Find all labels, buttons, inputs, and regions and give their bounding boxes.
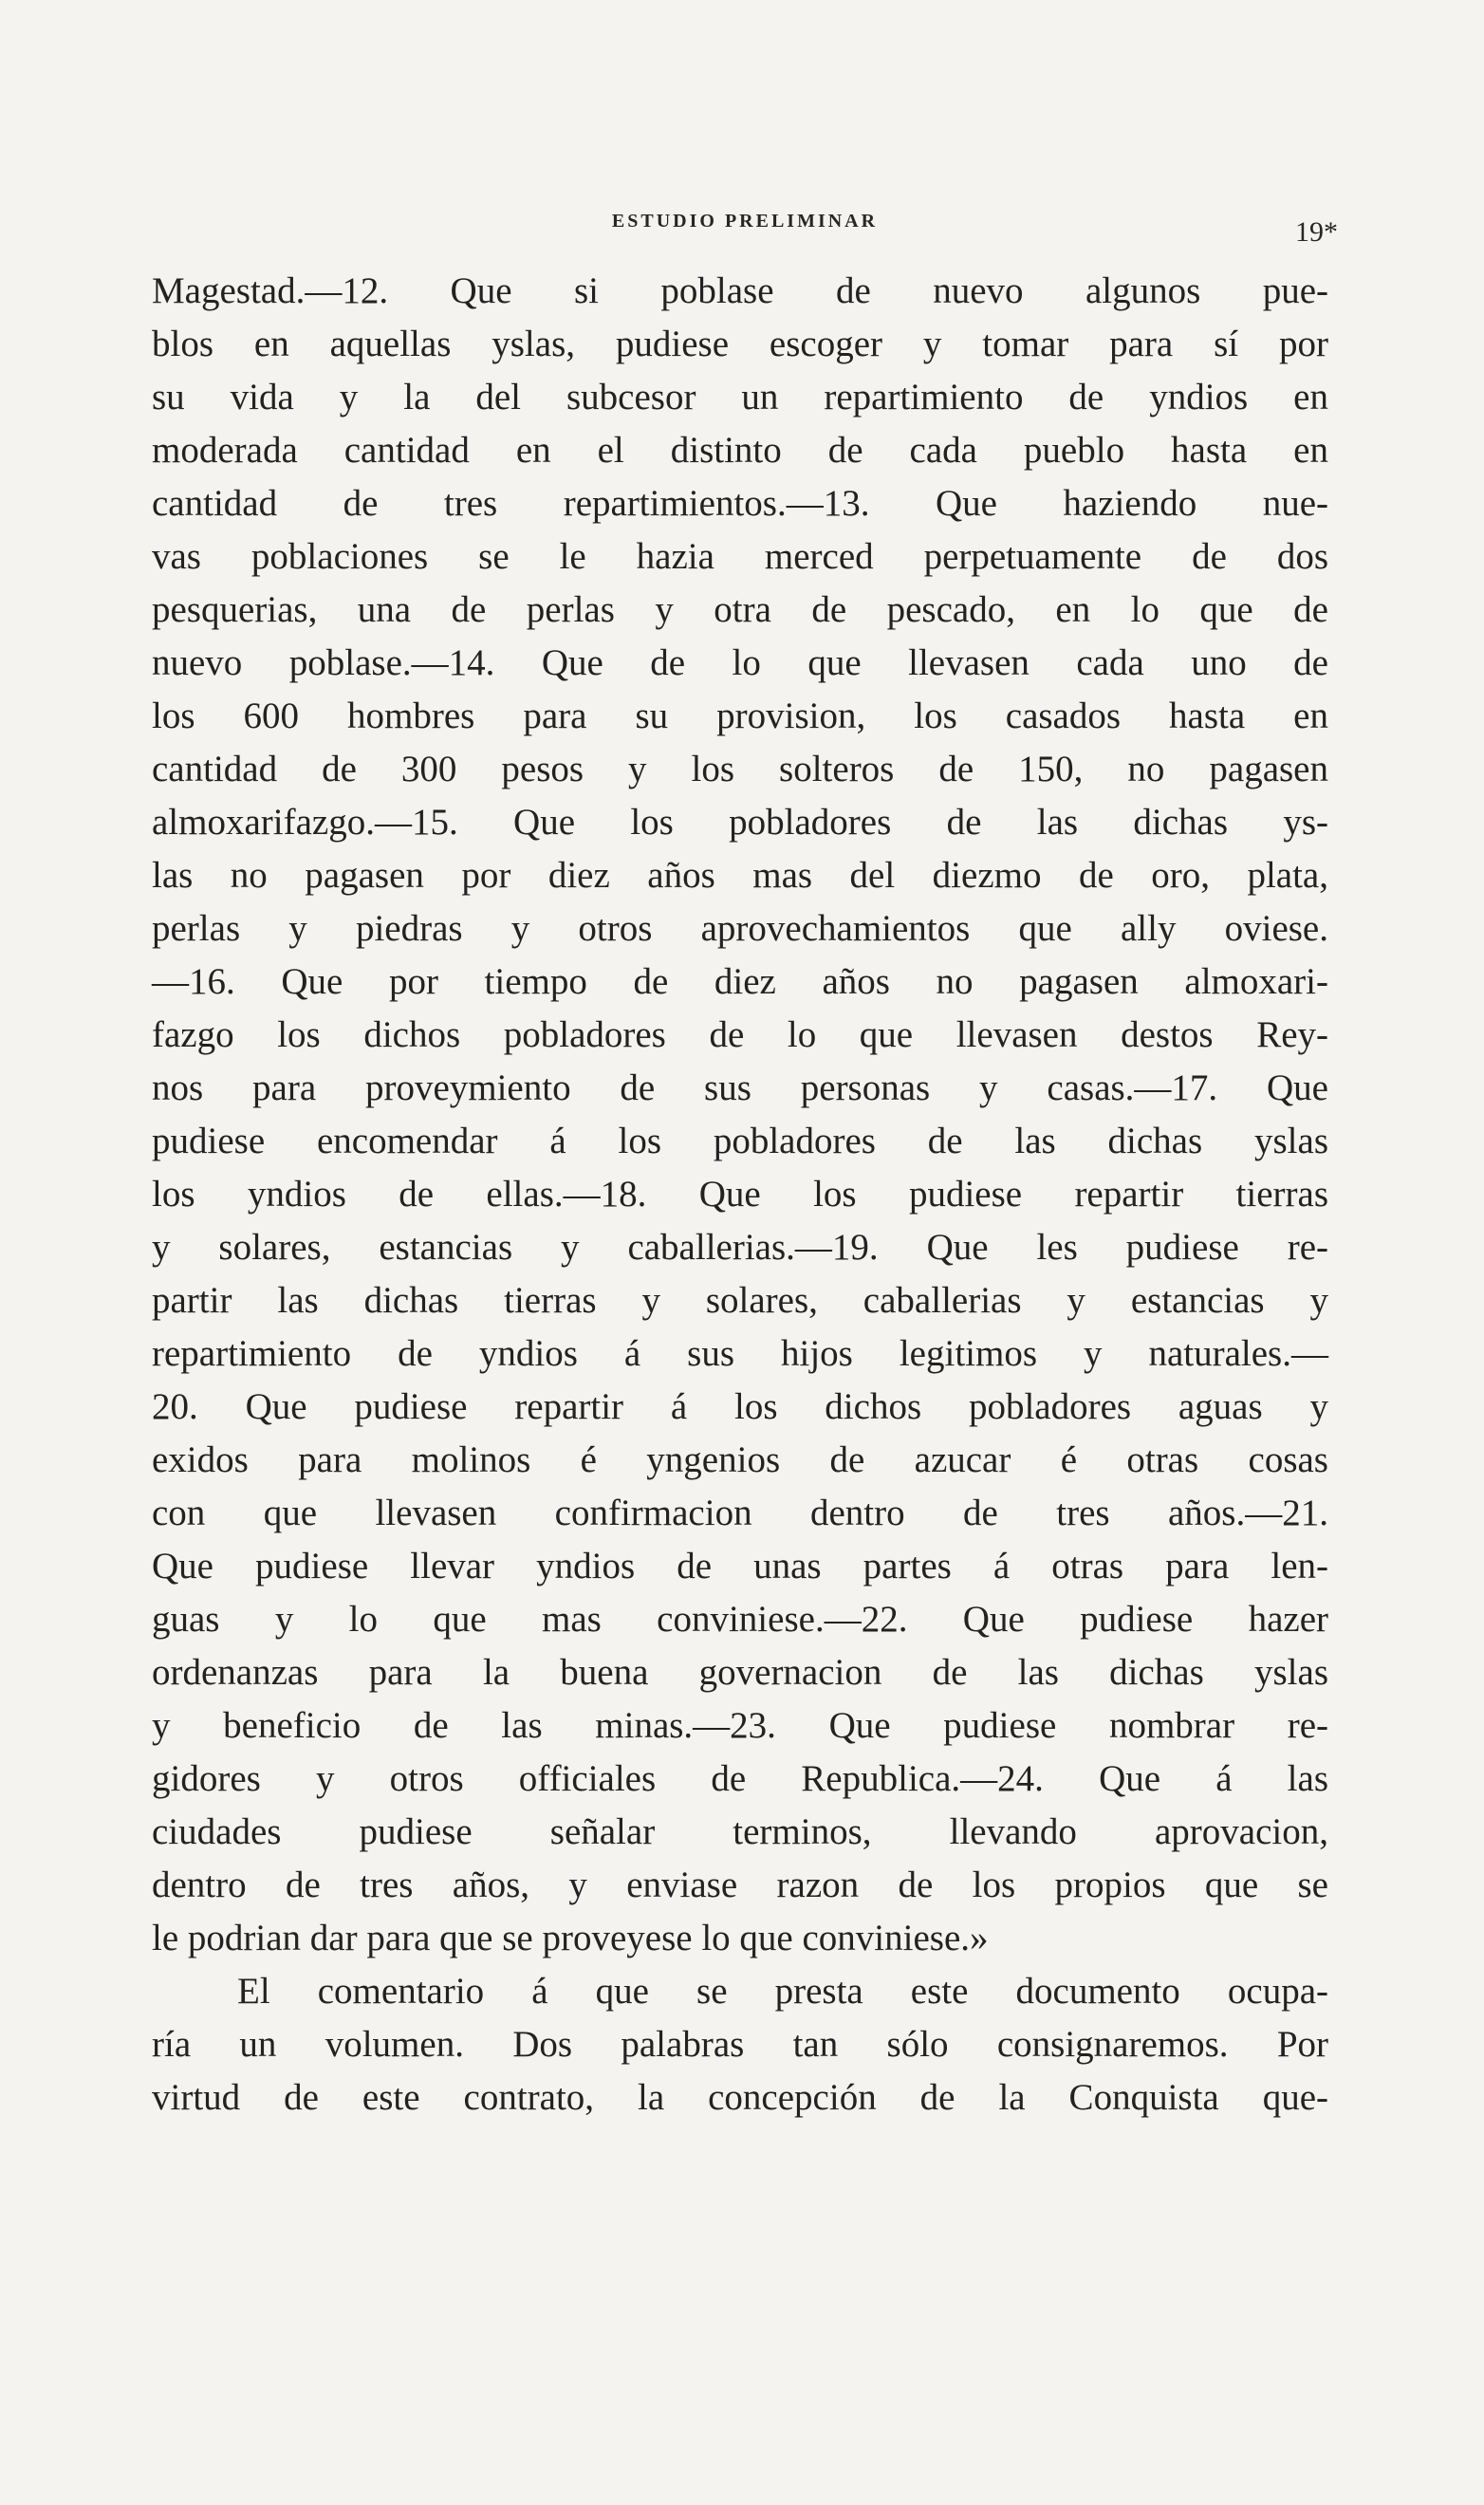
text-line: pudiese encomendar á los pobladores de las dichas yslas: [152, 1121, 1328, 1161]
text-line: ría un volumen. Dos palabras tan sólo consignaremos. Por: [152, 2024, 1328, 2065]
text-line: cantidad de 300 pesos y los solteros de 150, no pagasen: [152, 749, 1328, 789]
text-line: le podrian dar para que se proveyese lo que conviniese.»: [152, 1918, 989, 1958]
paragraph-first-line: El comentario á que se presta este documento ocupa-: [237, 1971, 1328, 2012]
text-line: almoxarifazgo.—15. Que los pobladores de las dichas ys-: [152, 802, 1328, 843]
body-text: [152, 265, 1328, 2125]
running-head: ESTUDIO PRELIMINAR: [611, 211, 879, 232]
text-line: ordenanzas para la buena governacion de las dichas yslas: [152, 1652, 1328, 1693]
text-line: partir las dichas tierras y solares, caballerias y estancias y: [152, 1280, 1328, 1321]
text-line: Magestad.—12. Que si poblase de nuevo algunos pue-: [152, 270, 1328, 311]
text-line: moderada cantidad en el distinto de cada pueblo hasta en: [152, 430, 1328, 471]
text-line: ciudades pudiese señalar terminos, llevando aprovacion,: [152, 1811, 1328, 1852]
text-line: vas poblaciones se le hazia merced perpetuamente de dos: [152, 536, 1328, 577]
text-line: nuevo poblase.—14. Que de lo que llevasen cada uno de: [152, 642, 1328, 683]
text-line: dentro de tres años, y enviase razon de los propios que se: [152, 1865, 1328, 1905]
text-line: gidores y otros officiales de Republica.—24. Que á las: [152, 1758, 1328, 1799]
text-line: su vida y la del subcesor un repartimiento de yndios en: [152, 377, 1328, 418]
text-line: —16. Que por tiempo de diez años no pagasen almoxari-: [152, 961, 1328, 1002]
text-line: guas y lo que mas conviniese.—22. Que pudiese hazer: [152, 1599, 1328, 1640]
page-header: [152, 211, 1338, 249]
text-line: virtud de este contrato, la concepción de la Conquista que-: [152, 2077, 1328, 2118]
text-line: 20. Que pudiese repartir á los dichos pobladores aguas y: [152, 1386, 1328, 1427]
text-line: exidos para molinos é yngenios de azucar é otras cosas: [152, 1439, 1328, 1480]
text-line: y beneficio de las minas.—23. Que pudiese nombrar re-: [152, 1705, 1328, 1746]
text-line: las no pagasen por diez años mas del diezmo de oro, plata,: [152, 855, 1328, 896]
text-line: los 600 hombres para su provision, los casados hasta en: [152, 696, 1328, 736]
text-line: fazgo los dichos pobladores de lo que llevasen destos Rey-: [152, 1014, 1328, 1055]
text-line: pesquerias, una de perlas y otra de pescado, en lo que de: [152, 589, 1328, 630]
text-line: nos para proveymiento de sus personas y casas.—17. Que: [152, 1067, 1328, 1108]
text-line: blos en aquellas yslas, pudiese escoger y tomar para sí por: [152, 324, 1328, 364]
text-line: Que pudiese llevar yndios de unas partes á otras para len-: [152, 1546, 1328, 1586]
text-line: cantidad de tres repartimientos.—13. Que haziendo nue-: [152, 483, 1328, 524]
page-number: 19*: [1295, 216, 1338, 248]
text-line: y solares, estancias y caballerias.—19. Que les pudiese re-: [152, 1227, 1328, 1268]
text-line: perlas y piedras y otros aprovechamientos que ally oviese.: [152, 908, 1328, 949]
text-line: con que llevasen confirmacion dentro de tres años.—21.: [152, 1493, 1328, 1533]
text-line: los yndios de ellas.—18. Que los pudiese repartir tierras: [152, 1174, 1328, 1215]
text-line: repartimiento de yndios á sus hijos legitimos y naturales.—: [152, 1333, 1328, 1374]
